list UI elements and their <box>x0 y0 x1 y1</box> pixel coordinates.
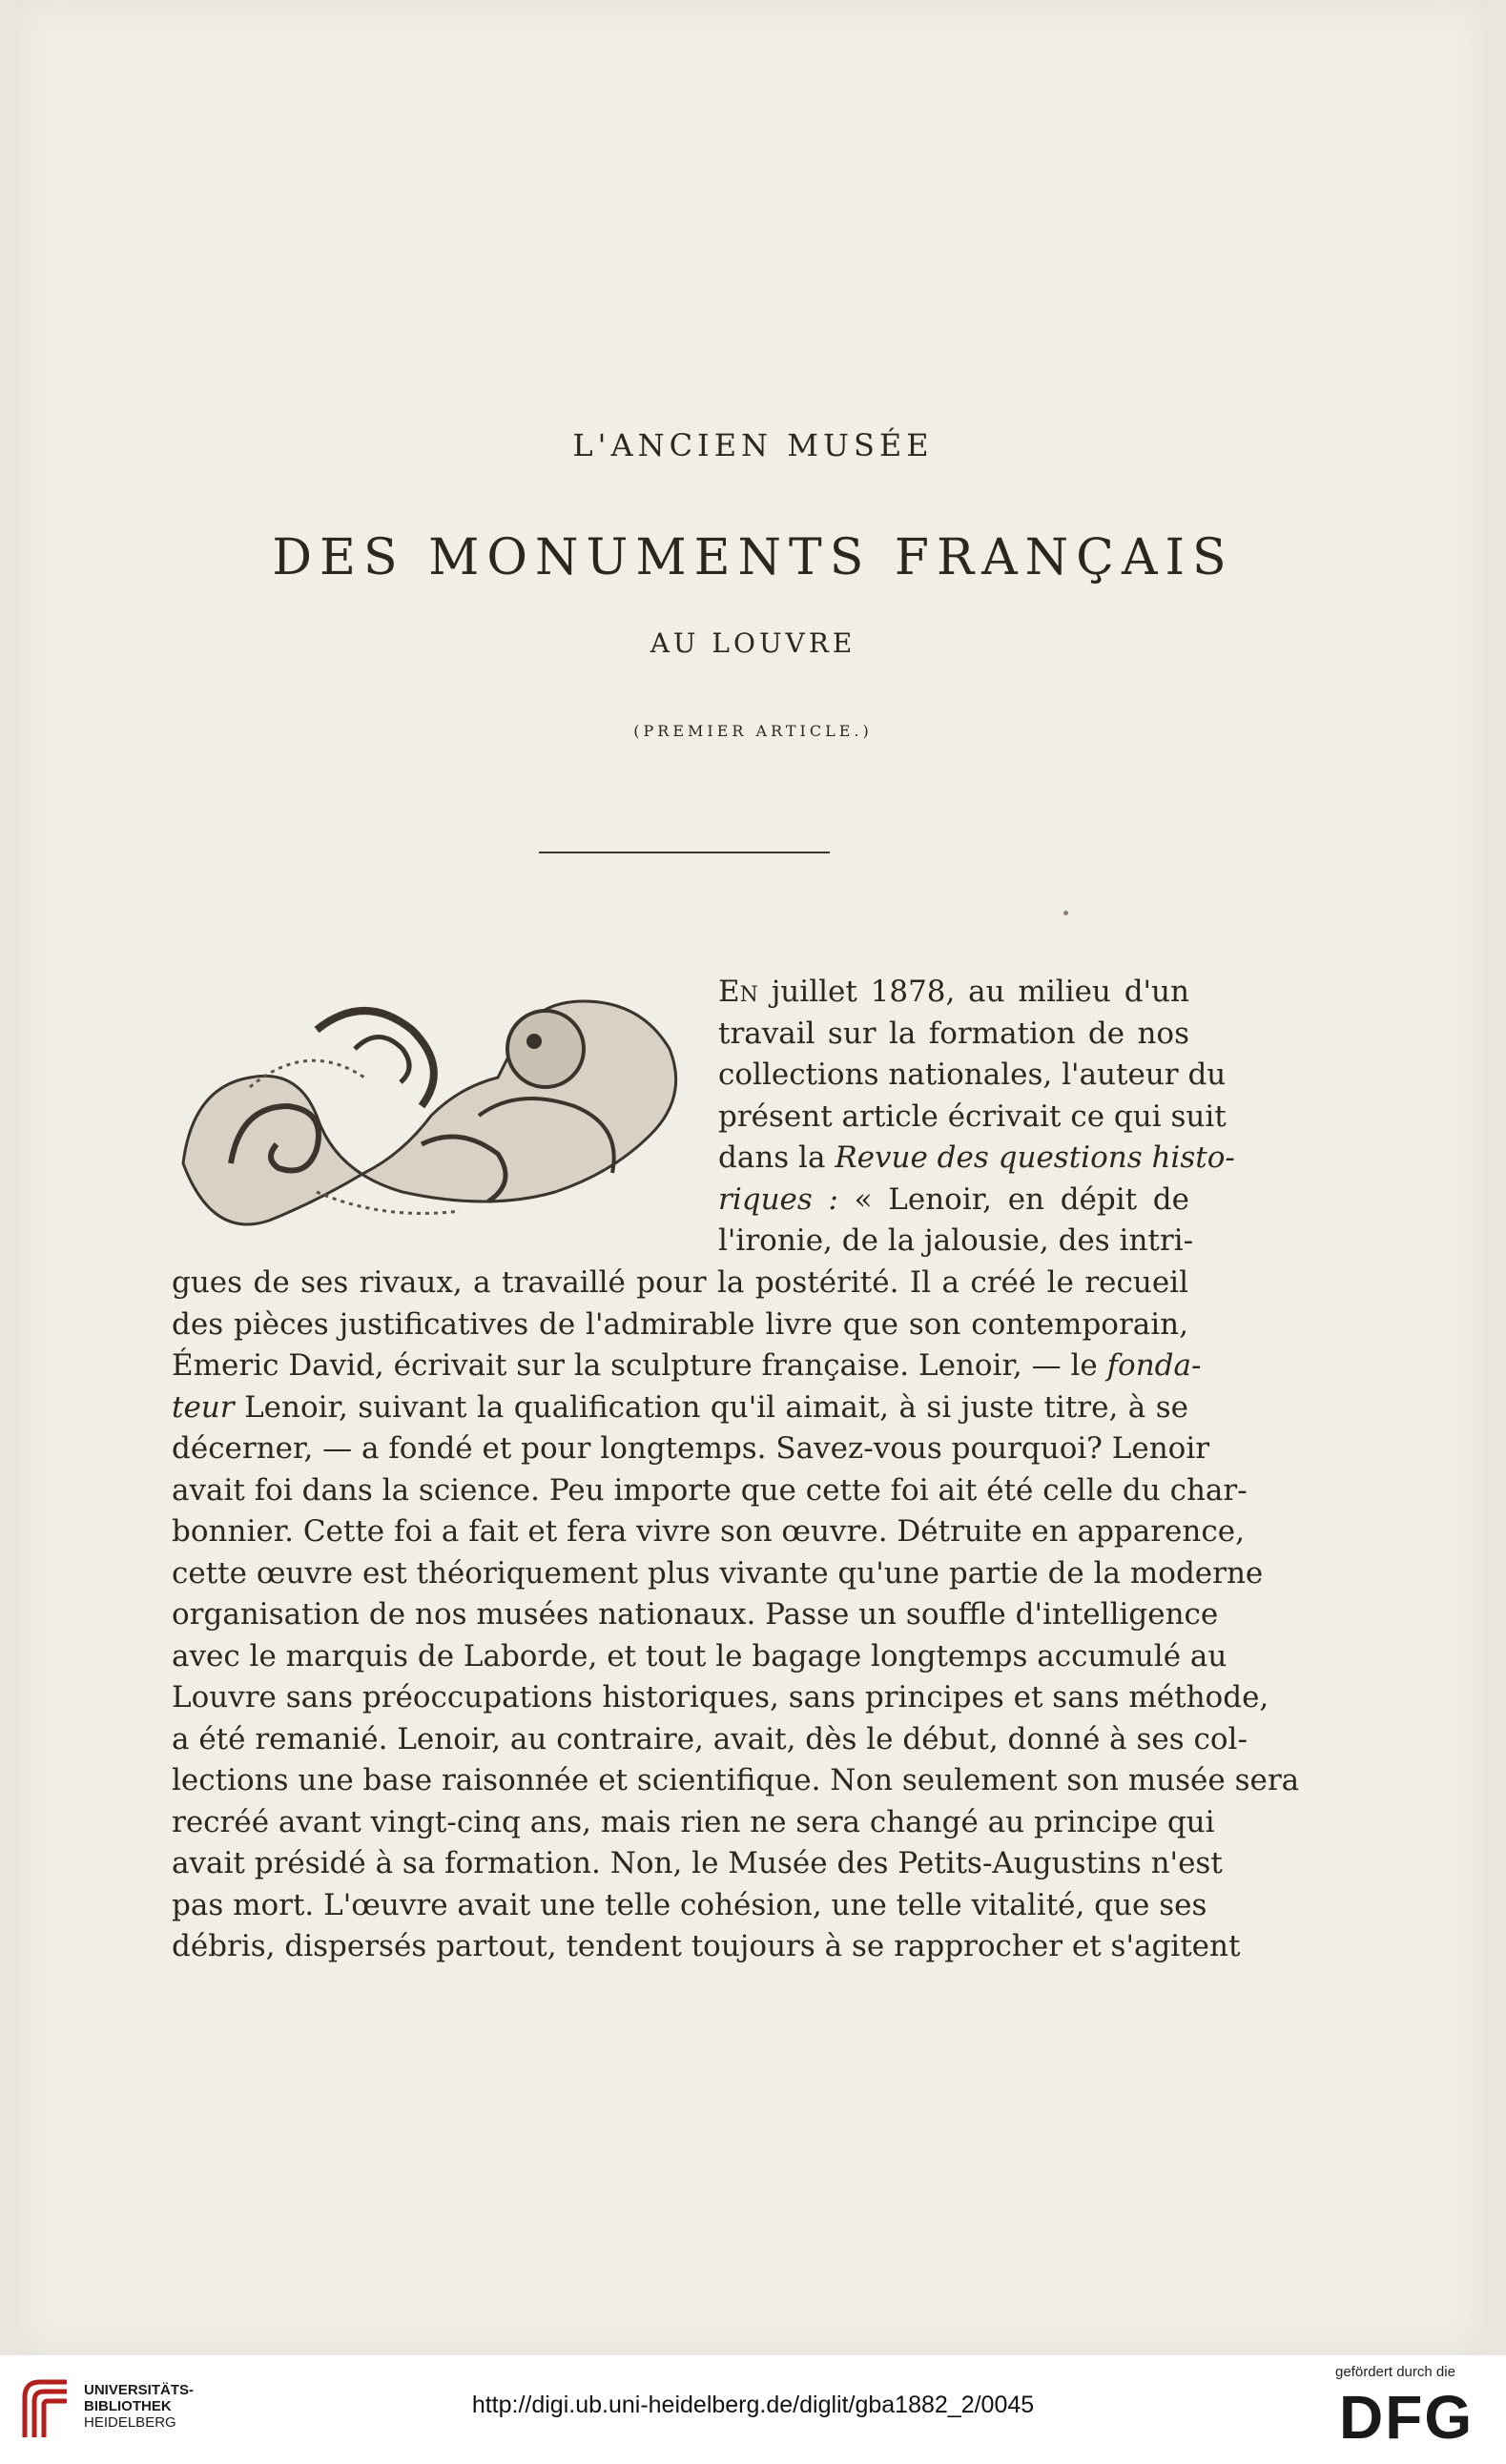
intro-paragraph: En juillet 1878, au milieu d'un travail sur la formation de nos collections nationales, l'auteur du présent article écrivait ce qui suit dans la Revue des questions histo- riques : « Lenoir, en dépit de l'ironie, de la jalousie, des intri- <box>718 975 1235 1258</box>
sculpture-illustration-icon <box>174 973 696 1259</box>
library-name: UNIVERSITÄTS- BIBLIOTHEK HEIDELBERG <box>84 2382 195 2431</box>
ink-speck <box>1063 911 1068 915</box>
divider-rule <box>539 852 830 853</box>
dfg-caption: gefördert durch die <box>1335 2364 1455 2380</box>
drop-word: En <box>718 975 758 1009</box>
main-paragraph: gues de ses rivaux, a travaillé pour la postérité. Il a créé le recueil des pièces justificatives de l'admirable livre que son contemporain, Émeric David, écrivait sur la sculpture française. Lenoir, — le fonda- teur Lenoir, suivant la qualification qu'il aimait, à si juste titre, à se décerner, — a fondé et pour longtemps. Savez-vous pourquoi? Lenoir avait foi dans la science. Peu importe que cette foi ait été celle du char- bonnier. Cette foi a fait et fera vivre son œuvre. Détruite en apparence, cette œuvre est théoriquement plus vivante qu'une partie de la moderne organisation de nos musées nationaux. Passe un souffle d'intelligence avec le marquis de Laborde, et tout le bagage longtemps accumulé au Louvre sans préoccupations historiques, sans principes et sans méthode, a été remanié. Lenoir, au contraire, avait, dès le début, donné à ses col- lections une base raisonnée et scientifique. Non seulement son musée sera recréé avant vingt-cinq ans, mais rien ne sera changé au principe qui avait présidé à sa formation. Non, le Musée des Petits-Augustins n'est pas mort. L'œuvre avait une telle cohésion, une telle vitalité, que ses débris, dispersés partout, tendent toujours à se rapprocher et s'agitent <box>172 1265 1300 1963</box>
journal-title: Revue des questions histo- <box>835 1140 1235 1175</box>
heading-line3: AU LOUVRE <box>650 627 856 659</box>
dfg-logo: DFG <box>1339 2383 1475 2452</box>
page-title: DES MONUMENTS FRANÇAIS <box>272 529 1234 586</box>
permalink-url[interactable]: http://digi.ub.uni-heidelberg.de/diglit/gba1882_2/0045 <box>471 2392 1035 2418</box>
heading-line4: (PREMIER ARTICLE.) <box>633 722 873 740</box>
heading-line1: L'ANCIEN MUSÉE <box>572 427 934 463</box>
